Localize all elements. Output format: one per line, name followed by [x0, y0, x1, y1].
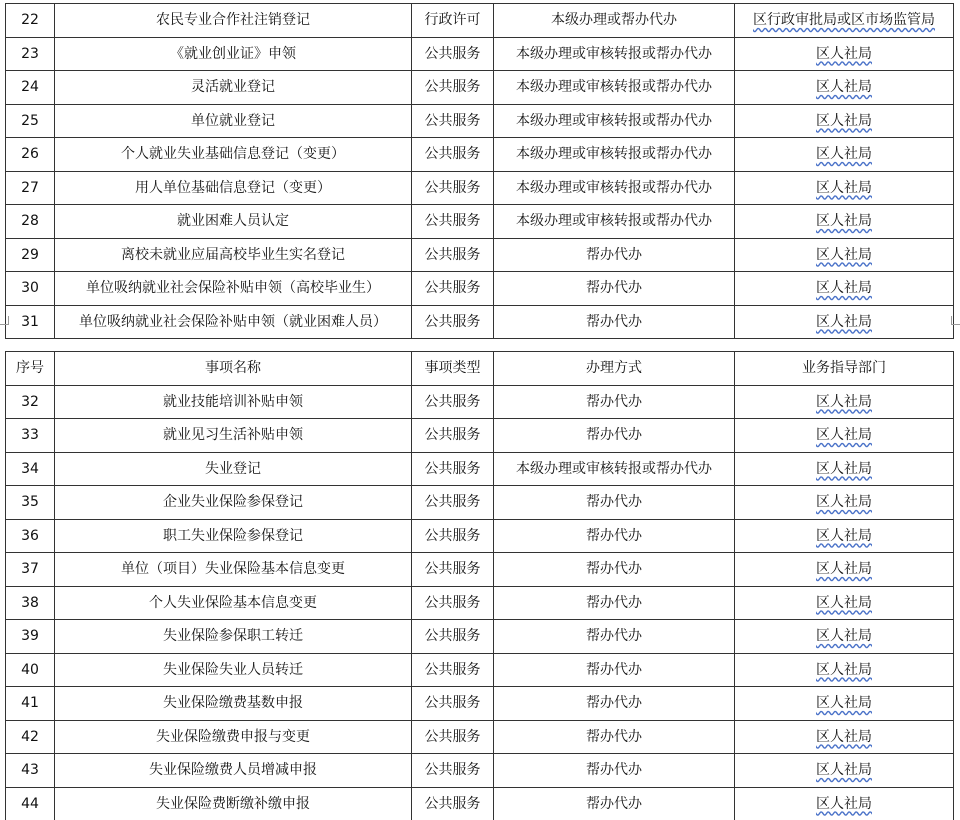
cell-method: 帮办代办 [494, 720, 735, 754]
cell-type: 公共服务 [412, 720, 494, 754]
cell-type: 公共服务 [412, 205, 494, 239]
cell-method: 本级办理或审核转报或帮办代办 [494, 171, 735, 205]
cell-name: 单位吸纳就业社会保险补贴申领（就业困难人员） [55, 305, 412, 339]
table-row [6, 104, 954, 138]
dept-text: 区人社局 [816, 594, 872, 611]
cell-name: 《就业创业证》申领 [55, 37, 412, 71]
dept-text: 区人社局 [816, 112, 872, 129]
dept-text: 区人社局 [816, 213, 872, 230]
cell-type: 公共服务 [412, 171, 494, 205]
dept-text: 区人社局 [816, 313, 872, 330]
matters-table-part-1 [5, 3, 954, 339]
cell-method: 帮办代办 [494, 787, 735, 820]
cell-type: 公共服务 [412, 687, 494, 721]
cell-no: 33 [6, 419, 55, 453]
cell-method: 本级办理或审核转报或帮办代办 [494, 37, 735, 71]
cell-name: 单位（项目）失业保险基本信息变更 [55, 553, 412, 587]
cell-name: 失业保险缴费申报与变更 [55, 720, 412, 754]
cell-name: 农民专业合作社注销登记 [55, 4, 412, 38]
table-row [6, 486, 954, 520]
cell-method: 本级办理或审核转报或帮办代办 [494, 104, 735, 138]
table-row [6, 720, 954, 754]
header-dept: 业务指导部门 [735, 352, 954, 386]
cell-method: 帮办代办 [494, 385, 735, 419]
cell-dept [735, 272, 954, 306]
cell-method: 本级办理或审核转报或帮办代办 [494, 138, 735, 172]
cell-no: 39 [6, 620, 55, 654]
dept-text: 区人社局 [816, 393, 872, 410]
dept-text: 区人社局 [816, 494, 872, 511]
cell-dept [735, 720, 954, 754]
dept-text: 区人社局 [816, 246, 872, 263]
table-row [6, 787, 954, 820]
cell-name: 单位吸纳就业社会保险补贴申领（高校毕业生） [55, 272, 412, 306]
cell-dept [735, 238, 954, 272]
cell-method: 本级办理或帮办代办 [494, 4, 735, 38]
cell-no: 35 [6, 486, 55, 520]
cell-method: 帮办代办 [494, 553, 735, 587]
cell-dept [735, 419, 954, 453]
cell-type: 公共服务 [412, 553, 494, 587]
cell-name: 就业见习生活补贴申领 [55, 419, 412, 453]
table-row [6, 37, 954, 71]
dept-text: 区人社局 [816, 661, 872, 678]
dept-text: 区人社局 [816, 280, 872, 297]
cell-type: 公共服务 [412, 452, 494, 486]
cell-no: 44 [6, 787, 55, 820]
cell-method: 帮办代办 [494, 653, 735, 687]
cell-name: 用人单位基础信息登记（变更） [55, 171, 412, 205]
cell-no: 27 [6, 171, 55, 205]
table-row [6, 519, 954, 553]
cell-name: 就业困难人员认定 [55, 205, 412, 239]
cell-method: 帮办代办 [494, 272, 735, 306]
header-method: 办理方式 [494, 352, 735, 386]
cell-no: 32 [6, 385, 55, 419]
table-row [6, 385, 954, 419]
cell-method: 帮办代办 [494, 586, 735, 620]
cell-name: 失业登记 [55, 452, 412, 486]
cell-type: 公共服务 [412, 519, 494, 553]
dept-text: 区人社局 [816, 695, 872, 712]
table-1-body [6, 4, 954, 339]
cell-method: 帮办代办 [494, 754, 735, 788]
table-row [6, 653, 954, 687]
cell-dept [735, 205, 954, 239]
dept-text: 区人社局 [816, 527, 872, 544]
cell-name: 失业保险费断缴补缴申报 [55, 787, 412, 820]
cell-name: 灵活就业登记 [55, 71, 412, 105]
cell-type: 公共服务 [412, 238, 494, 272]
table-row [6, 754, 954, 788]
table-row [6, 171, 954, 205]
cell-dept [735, 754, 954, 788]
cell-name: 单位就业登记 [55, 104, 412, 138]
cell-no: 28 [6, 205, 55, 239]
cell-no: 31 [6, 305, 55, 339]
dept-text: 区人社局 [816, 179, 872, 196]
table-row [6, 553, 954, 587]
matters-table-part-2 [5, 351, 954, 820]
cell-method: 帮办代办 [494, 305, 735, 339]
cell-dept [735, 452, 954, 486]
cell-name: 企业失业保险参保登记 [55, 486, 412, 520]
cell-type: 公共服务 [412, 419, 494, 453]
table-row [6, 620, 954, 654]
cell-method: 帮办代办 [494, 519, 735, 553]
table-row [6, 71, 954, 105]
cell-dept [735, 71, 954, 105]
cell-dept [735, 620, 954, 654]
table-row [6, 687, 954, 721]
cell-type: 公共服务 [412, 586, 494, 620]
cell-no: 24 [6, 71, 55, 105]
header-row [6, 352, 954, 386]
cell-type: 公共服务 [412, 104, 494, 138]
cell-name: 个人失业保险基本信息变更 [55, 586, 412, 620]
table-row [6, 138, 954, 172]
cell-type: 公共服务 [412, 385, 494, 419]
dept-text: 区人社局 [816, 561, 872, 578]
cell-method: 帮办代办 [494, 419, 735, 453]
table-row [6, 4, 954, 38]
cell-no: 37 [6, 553, 55, 587]
cell-no: 25 [6, 104, 55, 138]
cell-dept [735, 653, 954, 687]
dept-text: 区人社局 [816, 79, 872, 96]
cell-no: 42 [6, 720, 55, 754]
cell-name: 失业保险失业人员转迁 [55, 653, 412, 687]
cell-no: 34 [6, 452, 55, 486]
cell-type: 公共服务 [412, 272, 494, 306]
cell-no: 41 [6, 687, 55, 721]
cell-name: 失业保险缴费人员增减申报 [55, 754, 412, 788]
cell-dept [735, 586, 954, 620]
dept-text: 区人社局 [816, 628, 872, 645]
cell-method: 本级办理或审核转报或帮办代办 [494, 452, 735, 486]
cell-no: 22 [6, 4, 55, 38]
cell-dept [735, 553, 954, 587]
table-row [6, 586, 954, 620]
cell-dept [735, 104, 954, 138]
dept-text: 区行政审批局或区市场监管局 [753, 12, 935, 29]
table-row [6, 238, 954, 272]
cell-dept [735, 519, 954, 553]
cell-dept [735, 37, 954, 71]
cell-no: 23 [6, 37, 55, 71]
page-corner-mark-right [951, 316, 960, 325]
cell-dept [735, 305, 954, 339]
cell-no: 30 [6, 272, 55, 306]
cell-name: 就业技能培训补贴申领 [55, 385, 412, 419]
dept-text: 区人社局 [816, 427, 872, 444]
table-row [6, 272, 954, 306]
cell-method: 帮办代办 [494, 687, 735, 721]
table-2-body [6, 385, 954, 820]
table-2-header [6, 352, 954, 386]
cell-dept [735, 4, 954, 38]
cell-type: 公共服务 [412, 620, 494, 654]
header-no: 序号 [6, 352, 55, 386]
dept-text: 区人社局 [816, 45, 872, 62]
cell-no: 36 [6, 519, 55, 553]
dept-text: 区人社局 [816, 795, 872, 812]
cell-type: 公共服务 [412, 138, 494, 172]
cell-method: 帮办代办 [494, 238, 735, 272]
cell-dept [735, 171, 954, 205]
page-corner-mark-left [0, 316, 9, 325]
cell-name: 失业保险缴费基数申报 [55, 687, 412, 721]
dept-text: 区人社局 [816, 460, 872, 477]
dept-text: 区人社局 [816, 146, 872, 163]
cell-dept [735, 787, 954, 820]
cell-dept [735, 138, 954, 172]
cell-type: 公共服务 [412, 754, 494, 788]
cell-no: 26 [6, 138, 55, 172]
table-row [6, 452, 954, 486]
cell-no: 38 [6, 586, 55, 620]
cell-method: 本级办理或审核转报或帮办代办 [494, 71, 735, 105]
cell-no: 40 [6, 653, 55, 687]
cell-type: 公共服务 [412, 71, 494, 105]
cell-type: 公共服务 [412, 486, 494, 520]
cell-type: 行政许可 [412, 4, 494, 38]
cell-method: 帮办代办 [494, 620, 735, 654]
cell-method: 帮办代办 [494, 486, 735, 520]
cell-dept [735, 687, 954, 721]
header-type: 事项类型 [412, 352, 494, 386]
dept-text: 区人社局 [816, 762, 872, 779]
cell-type: 公共服务 [412, 787, 494, 820]
table-row [6, 419, 954, 453]
cell-name: 职工失业保险参保登记 [55, 519, 412, 553]
dept-text: 区人社局 [816, 728, 872, 745]
cell-no: 43 [6, 754, 55, 788]
cell-type: 公共服务 [412, 653, 494, 687]
table-row [6, 205, 954, 239]
cell-type: 公共服务 [412, 305, 494, 339]
cell-method: 本级办理或审核转报或帮办代办 [494, 205, 735, 239]
cell-name: 失业保险参保职工转迁 [55, 620, 412, 654]
cell-name: 离校未就业应届高校毕业生实名登记 [55, 238, 412, 272]
table-row [6, 305, 954, 339]
cell-dept [735, 486, 954, 520]
cell-no: 29 [6, 238, 55, 272]
header-name: 事项名称 [55, 352, 412, 386]
cell-dept [735, 385, 954, 419]
cell-type: 公共服务 [412, 37, 494, 71]
cell-name: 个人就业失业基础信息登记（变更） [55, 138, 412, 172]
